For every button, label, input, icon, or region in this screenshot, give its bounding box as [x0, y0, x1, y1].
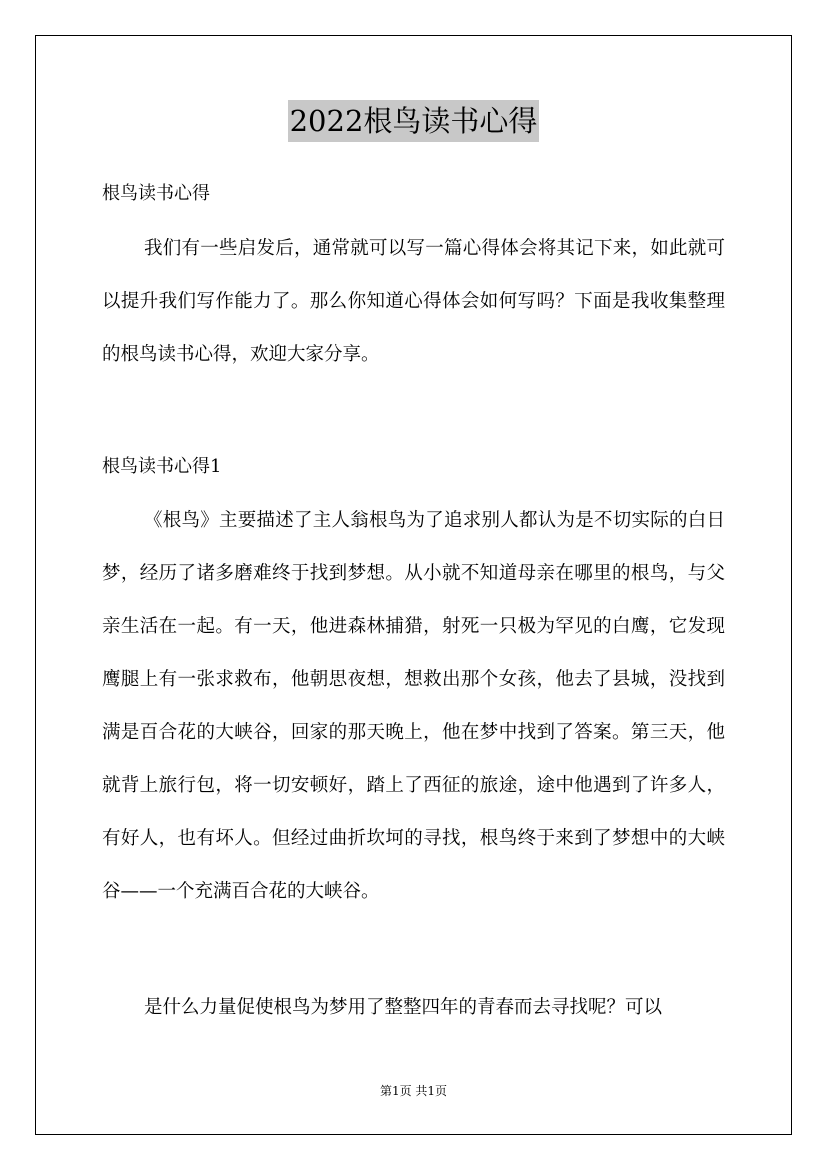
document-title: 2022根鸟读书心得 — [288, 100, 540, 142]
body-paragraph-continued: 是什么力量促使根鸟为梦用了整整四年的青春而去寻找呢？可以 — [144, 997, 663, 1018]
body-paragraph: 《根鸟》主要描述了主人翁根鸟为了追求别人都认为是不切实际的白日梦，经历了诸多磨难终于找到梦想。从小就不知道母亲在哪里的根鸟，与父亲生活在一起。有一天，他进森林捕猎，射死一只极为罕见的白鹰，它发现鹰腿上有一张求救布，他朝思夜想，想救出那个女孩，他去了县城，没找到满是百合花的大峡谷，回家的那天晚上，他在梦中找到了答案。第三天，他就背上旅行包，将一切安顿好，踏上了西征的旅途，途中他遇到了许多人，有好人，也有坏人。但经过曲折坎坷的寻找，根鸟终于来到了梦想中的大峡谷——一个充满百合花的大峡谷。 — [102, 510, 725, 902]
document-subtitle: 根鸟读书心得 — [102, 183, 210, 204]
page-footer: 第1页 共1页 — [379, 1084, 448, 1098]
intro-paragraph: 我们有一些启发后，通常就可以写一篇心得体会将其记下来，如此就可以提升我们写作能力了。那么你知道心得体会如何写吗？下面是我收集整理的根鸟读书心得，欢迎大家分享。 — [102, 238, 725, 365]
section-heading: 根鸟读书心得1 — [102, 456, 222, 477]
title-container — [0, 100, 827, 142]
